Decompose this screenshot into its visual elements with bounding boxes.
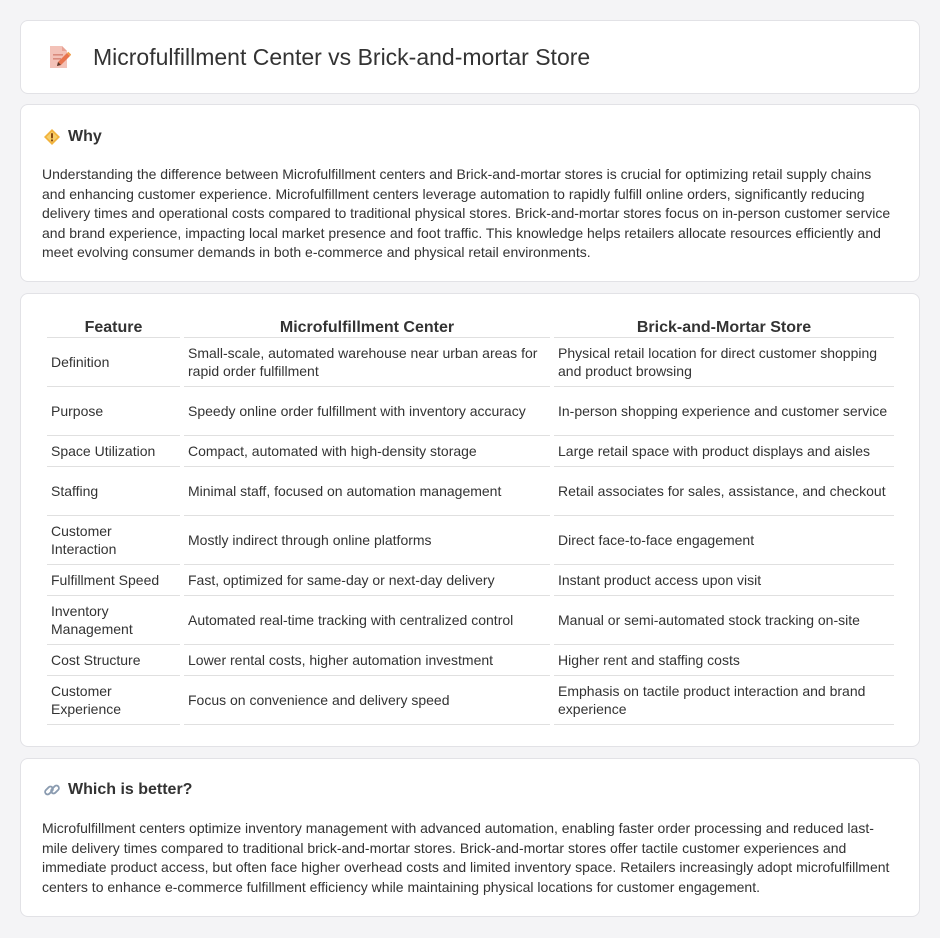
better-heading: Which is better? [68, 781, 193, 798]
why-text: Understanding the difference between Microfulfillment centers and Brick-and-mortar stores is crucial for optimizing retail supply chains and enhancing customer experience. Microfulfillment centers leverage automation to rapidly fulfill online orders, significantly reducing delivery times and operational costs compared to traditional physical stores. Brick-and-mortar stores focus on in-person customer service and brand experience, impacting local market presence and foot traffic. This knowledge helps retailers allocate resources efficiently and meet evolving consumer demands in both e-commerce and physical retail environments. [42, 166, 891, 260]
why-heading: Why [68, 128, 102, 145]
feature-cell: Customer Experience [47, 676, 180, 725]
brick-cell: In-person shopping experience and customer service [554, 387, 894, 436]
feature-cell: Fulfillment Speed [47, 565, 180, 596]
table-row [47, 565, 894, 596]
table-row [47, 676, 894, 725]
table-row [47, 645, 894, 676]
link-icon [43, 781, 61, 799]
brick-cell: Retail associates for sales, assistance, and checkout [554, 467, 894, 516]
microfulfillment-cell: Minimal staff, focused on automation management [184, 467, 550, 516]
table-row [47, 436, 894, 467]
table-row [47, 467, 894, 516]
comparison-table [43, 316, 898, 725]
feature-cell: Space Utilization [47, 436, 180, 467]
microfulfillment-cell: Fast, optimized for same-day or next-day delivery [184, 565, 550, 596]
better-heading-row [43, 781, 192, 799]
table-row [47, 596, 894, 645]
table-header-row [47, 316, 894, 338]
why-heading-row [43, 128, 102, 146]
which-is-better-section [20, 758, 920, 917]
header-feature: Feature [47, 316, 180, 338]
brick-cell: Direct face-to-face engagement [554, 516, 894, 565]
brick-cell: Large retail space with product displays and aisles [554, 436, 894, 467]
brick-cell: Higher rent and staffing costs [554, 645, 894, 676]
table-row [47, 387, 894, 436]
feature-cell: Definition [47, 338, 180, 387]
comparison-section [20, 293, 920, 747]
microfulfillment-cell: Speedy online order fulfillment with inventory accuracy [184, 387, 550, 436]
microfulfillment-cell: Mostly indirect through online platforms [184, 516, 550, 565]
brick-cell: Emphasis on tactile product interaction and brand experience [554, 676, 894, 725]
title-card [20, 20, 920, 94]
table-row [47, 338, 894, 387]
feature-cell: Staffing [47, 467, 180, 516]
microfulfillment-cell: Focus on convenience and delivery speed [184, 676, 550, 725]
page-title: Microfulfillment Center vs Brick-and-mortar Store [93, 43, 591, 70]
feature-cell: Customer Interaction [47, 516, 180, 565]
table-row [47, 516, 894, 565]
feature-cell: Purpose [47, 387, 180, 436]
header-brick-and-mortar: Brick-and-Mortar Store [554, 316, 894, 338]
brick-cell: Physical retail location for direct customer shopping and product browsing [554, 338, 894, 387]
microfulfillment-cell: Lower rental costs, higher automation investment [184, 645, 550, 676]
header-microfulfillment: Microfulfillment Center [184, 316, 550, 338]
microfulfillment-cell: Compact, automated with high-density storage [184, 436, 550, 467]
feature-cell: Inventory Management [47, 596, 180, 645]
brick-cell: Instant product access upon visit [554, 565, 894, 596]
better-text: Microfulfillment centers optimize inventory management with advanced automation, enabling faster order processing and reduced last-mile delivery times compared to traditional brick-and-mortar stores. Brick-and-mortar stores offer tactile customer experiences and immediate product access, but often face higher overhead costs and limited inventory space. Retailers increasingly adopt microfulfillment centers to enhance e-commerce fulfillment efficiency while maintaining physical locations for customer engagement. [42, 820, 890, 895]
feature-cell: Cost Structure [47, 645, 180, 676]
brick-cell: Manual or semi-automated stock tracking on-site [554, 596, 894, 645]
microfulfillment-cell: Automated real-time tracking with centralized control [184, 596, 550, 645]
diamond-warning-icon [43, 128, 61, 146]
microfulfillment-cell: Small-scale, automated warehouse near urban areas for rapid order fulfillment [184, 338, 550, 387]
why-section [20, 104, 920, 282]
document-pencil-icon [47, 44, 71, 70]
